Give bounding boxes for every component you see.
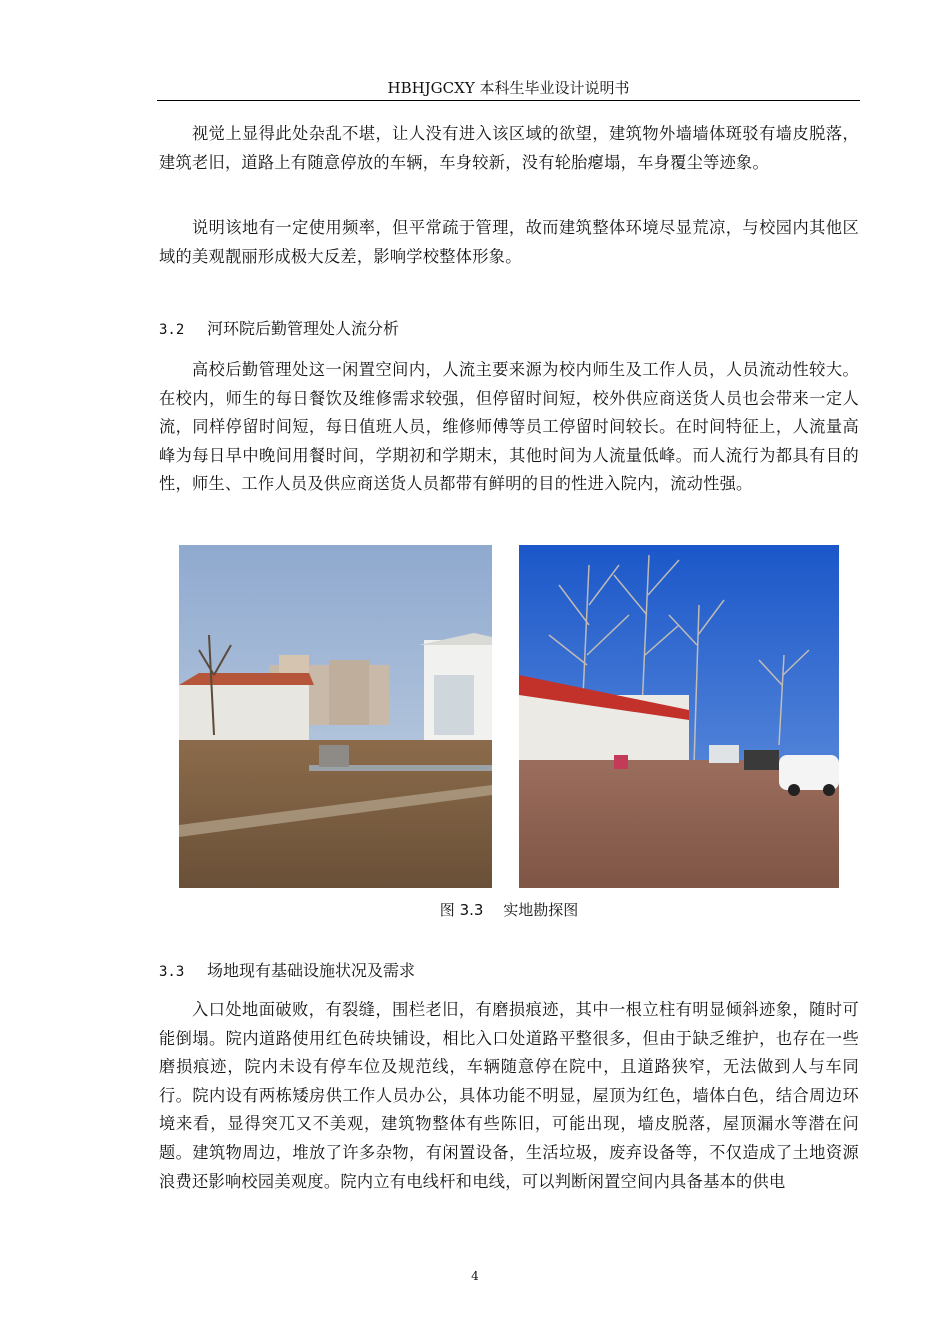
- section-heading-3-2: [159, 318, 399, 341]
- page-header: HBHJGCXY 本科生毕业设计说明书: [387, 79, 630, 97]
- page-number: 4: [471, 1269, 479, 1283]
- figure-caption: 图 3.3 实地勘探图: [439, 901, 579, 919]
- paragraph-2: 说明该地有一定使用频率，但平常疏于管理，故而建筑整体环境尽显荒凉，与校园内其他区域的美观靓丽形成极大反差，影响学校整体形象。: [159, 218, 859, 266]
- paragraph-1: 视觉上显得此处杂乱不堪，让人没有进入该区域的欲望，建筑物外墙墙体斑驳有墙皮脱落，建筑老旧，道路上有随意停放的车辆，车身较新，没有轮胎瘪塌，车身覆尘等迹象。: [159, 124, 859, 172]
- section-number: 3.2: [159, 322, 185, 338]
- paragraph-4: 入口处地面破败，有裂缝，围栏老旧，有磨损痕迹，其中一根立柱有明显倾斜迹象，随时可能倒塌。院内道路使用红色砖块铺设，相比入口处道路平整很多，但由于缺乏维护，也存在一些磨损痕迹，院内未设有停车位及规范线，车辆随意停在院中，且道路狭窄，无法做到人与车同行。院内设有两栋矮房供工作人员办公，具体功能不明显，屋顶为红色，墙体白色，结合周边环境来看，显得突兀又不美观，建筑物整体有些陈旧，可能出现，墙皮脱落，屋顶漏水等潜在问题。建筑物周边，堆放了许多杂物，有闲置设备，生活垃圾，废弃设备等，不仅造成了土地资源浪费还影响校园美观度。院内立有电线杆和电线，可以判断闲置空间内具备基本的供电: [159, 1000, 859, 1191]
- paragraph-3: 高校后勤管理处这一闲置空间内，人流主要来源为校内师生及工作人员，人员流动性较大。在校内，师生的每日餐饮及维修需求较强，但停留时间短，校外供应商送货人员也会带来一定人流，同样停留时间短，每日值班人员，维修师傅等员工停留时间较长。在时间特征上，人流量高峰为每日早中晚间用餐时间，学期初和学期末，其他时间为人流量低峰。而人流行为都具有目的性，师生、工作人员及供应商送货人员都带有鲜明的目的性进入院内，流动性强。: [159, 360, 859, 494]
- section-number: 3.3: [159, 964, 185, 980]
- header-rule: [157, 100, 860, 101]
- site-photo-right: [519, 545, 839, 888]
- site-photo-left: [179, 545, 492, 888]
- section-heading-3-3: [159, 960, 415, 983]
- section-title: 场地现有基础设施状况及需求: [207, 961, 416, 980]
- section-title: 河环院后勤管理处人流分析: [207, 319, 400, 338]
